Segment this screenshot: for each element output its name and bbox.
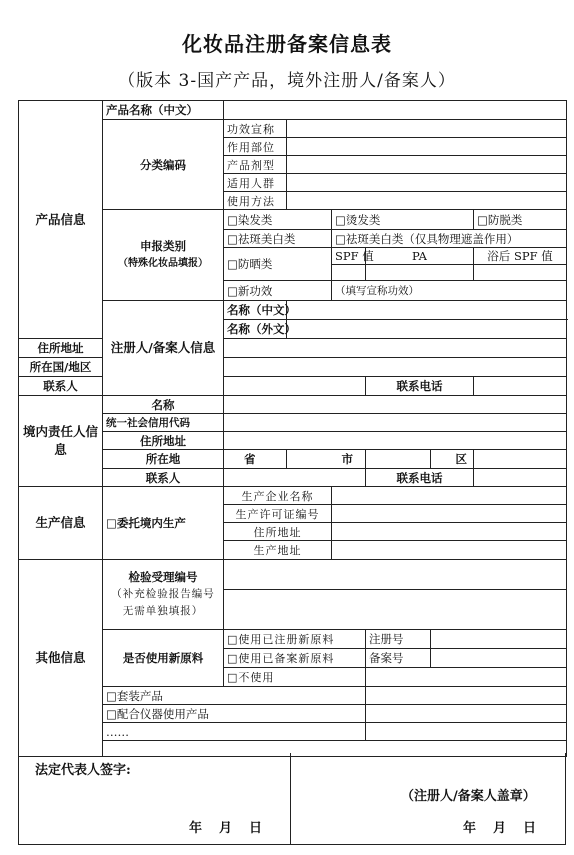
domestic-phone-field[interactable] — [474, 469, 567, 487]
registrant-contact-label: 联系人 — [19, 377, 103, 396]
registrant-country-field[interactable] — [224, 358, 567, 377]
category-usage-field[interactable] — [287, 192, 567, 210]
registrant-name-foreign-label: 名称（外文） — [224, 320, 287, 339]
set-product-blank — [366, 687, 567, 705]
category-dosage-field[interactable] — [287, 156, 567, 174]
domestic-name-label: 名称 — [103, 396, 224, 414]
page-title: 化妆品注册备案信息表 — [182, 32, 392, 56]
category-item-population: 适用人群 — [224, 174, 287, 192]
category-item-usage: 使用方法 — [224, 192, 287, 210]
city-label: 市 — [287, 450, 366, 469]
registration-form-table — [18, 100, 567, 757]
new-efficacy-checkbox[interactable]: □新功效 — [224, 281, 332, 301]
whiten-physical-checkbox[interactable]: □祛斑美白类（仅具物理遮盖作用） — [332, 230, 567, 248]
registrant-country-label: 所在国/地区 — [19, 358, 103, 377]
production-license-field[interactable] — [332, 505, 567, 523]
legal-rep-signature-label: 法定代表人签字: — [35, 763, 131, 778]
inspection-note: （补充检验报告编号无需单独填报） — [111, 588, 215, 617]
inspection-field-2[interactable] — [224, 590, 567, 630]
product-name-cn-label: 产品名称（中文） — [103, 101, 224, 120]
ellipsis-row: …… — [103, 723, 366, 741]
entrust-domestic-checkbox[interactable]: □委托境内生产 — [103, 487, 224, 560]
district-label: 区 — [431, 450, 474, 469]
spf-label: SPF 值 — [332, 248, 366, 265]
declare-category-label — [103, 210, 224, 301]
category-efficacy-field[interactable] — [287, 120, 567, 138]
domestic-contact-field[interactable] — [224, 469, 366, 487]
production-site-label: 生产地址 — [224, 541, 332, 560]
registrant-address-label: 住所地址 — [19, 339, 103, 358]
domestic-address-field[interactable] — [224, 432, 567, 450]
sunscreen-checkbox[interactable]: □防晒类 — [224, 248, 332, 281]
signature-date-right: 年 月 日 — [463, 821, 539, 836]
instrument-blank — [366, 705, 567, 723]
category-population-field[interactable] — [287, 174, 567, 192]
inspection-label — [103, 560, 224, 630]
perm-checkbox[interactable]: □烫发类 — [332, 210, 474, 230]
registrant-name-foreign-field[interactable] — [287, 320, 567, 339]
inspection-title: 检验受理编号 — [128, 570, 198, 584]
declare-category-title: 申报类别 — [140, 239, 186, 253]
domestic-phone-label: 联系电话 — [366, 469, 474, 487]
page-subtitle: （版本 3-国产产品，境外注册人/备案人） — [118, 71, 456, 91]
registrant-phone-label: 联系电话 — [366, 377, 474, 396]
signature-area — [18, 753, 566, 845]
production-address-label: 住所地址 — [224, 523, 332, 541]
new-efficacy-note: （填写宣称功效） — [332, 281, 567, 301]
production-company-label: 生产企业名称 — [224, 487, 332, 505]
signature-date-left: 年 月 日 — [189, 821, 265, 836]
registrant-contact-field[interactable] — [224, 377, 366, 396]
ellipsis-blank — [366, 723, 567, 741]
used-filed-checkbox[interactable]: □使用已备案新原料 — [224, 649, 366, 668]
production-license-label: 生产许可证编号 — [224, 505, 332, 523]
category-item-dosage: 产品剂型 — [224, 156, 287, 174]
declare-category-note: （特殊化妆品填报） — [118, 258, 208, 269]
registrant-address-field[interactable] — [224, 339, 567, 358]
domestic-contact-label: 联系人 — [103, 469, 224, 487]
spf-bath-field[interactable] — [474, 265, 567, 281]
pa-field[interactable] — [366, 265, 474, 281]
not-used-blank — [366, 668, 567, 687]
city-field[interactable] — [366, 450, 431, 469]
production-company-field[interactable] — [332, 487, 567, 505]
category-item-area: 作用部位 — [224, 138, 287, 156]
section-other: 其他信息 — [19, 560, 103, 757]
filed-no-field[interactable] — [431, 649, 567, 668]
section-production: 生产信息 — [19, 487, 103, 560]
reg-no-label: 注册号 — [366, 630, 431, 649]
domestic-name-field[interactable] — [224, 396, 567, 414]
pa-label: PA — [366, 248, 474, 265]
registrant-phone-field[interactable] — [474, 377, 567, 396]
section-registrant: 注册人/备案人信息 — [103, 301, 224, 396]
production-site-field[interactable] — [332, 541, 567, 560]
hairloss-checkbox[interactable]: □防脱类 — [474, 210, 567, 230]
registrant-name-cn-label: 名称（中文） — [224, 301, 287, 320]
credit-code-field[interactable] — [224, 414, 567, 432]
category-area-field[interactable] — [287, 138, 567, 156]
signature-divider — [290, 753, 291, 844]
new-material-label: 是否使用新原料 — [103, 630, 224, 687]
section-domestic: 境内责任人信息 — [19, 396, 103, 487]
not-used-checkbox[interactable]: □不使用 — [224, 668, 366, 687]
product-name-cn-field[interactable] — [224, 101, 567, 120]
category-code-label: 分类编码 — [103, 120, 224, 210]
set-product-checkbox[interactable]: □套装产品 — [103, 687, 366, 705]
instrument-product-checkbox[interactable]: □配合仪器使用产品 — [103, 705, 366, 723]
whiten-checkbox[interactable]: □祛斑美白类 — [224, 230, 332, 248]
dye-checkbox[interactable]: □染发类 — [224, 210, 332, 230]
domestic-location-label: 所在地 — [103, 450, 224, 469]
credit-code-label: 统一社会信用代码 — [103, 414, 224, 432]
registrant-name-cn-field[interactable] — [287, 301, 567, 320]
domestic-address-label: 住所地址 — [103, 432, 224, 450]
province-label: 省 — [224, 450, 287, 469]
filed-no-label: 备案号 — [366, 649, 431, 668]
production-address-field[interactable] — [332, 523, 567, 541]
section-product-info: 产品信息 — [19, 101, 103, 339]
seal-label: （注册人/备案人盖章） — [401, 789, 536, 804]
used-registered-checkbox[interactable]: □使用已注册新原料 — [224, 630, 366, 649]
spf-bath-label: 浴后 SPF 值 — [474, 248, 567, 265]
inspection-field-1[interactable] — [224, 560, 567, 590]
spf-field[interactable] — [332, 265, 366, 281]
category-item-efficacy: 功效宣称 — [224, 120, 287, 138]
reg-no-field[interactable] — [431, 630, 567, 649]
district-field[interactable] — [474, 450, 567, 469]
